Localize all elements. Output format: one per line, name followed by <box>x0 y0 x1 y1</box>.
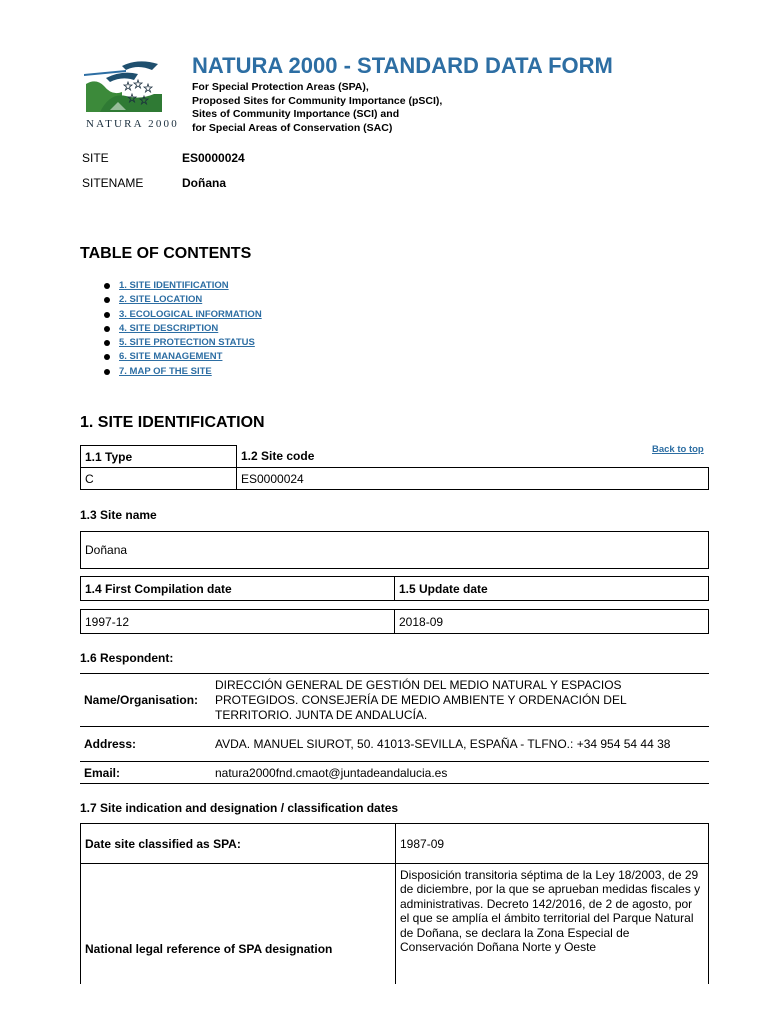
section-heading-site-identification: 1. SITE IDENTIFICATION <box>80 414 265 431</box>
type-code-table <box>80 445 709 490</box>
toc-link-site-location[interactable]: 2. SITE LOCATION <box>119 294 203 306</box>
email-value: natura2000fnd.cmaot@juntadeandalucia.es <box>211 762 709 784</box>
update-date-label: 1.5 Update date <box>395 577 709 601</box>
type-label: 1.1 Type <box>81 446 237 468</box>
toc-item <box>103 365 262 379</box>
site-code-value: ES0000024 <box>237 468 709 490</box>
email-label: Email: <box>80 762 211 784</box>
spa-date-label: Date site classified as SPA: <box>81 824 396 864</box>
first-compilation-label: 1.4 First Compilation date <box>81 577 395 601</box>
spa-legal-ref-value: Disposición transitoria séptima de la Ley 18/2003, de 29 de diciembre, por la que se aprueban medidas fiscales y administrativas. Decreto 142/2016, de 2 de agosto, por el que se amplía el ámbito territorial del Parque Natural de Doñana, se declara la Zona Especial de Conservación Doñana Norte y Oeste <box>396 864 709 984</box>
dates-header-table <box>80 576 709 601</box>
sitename-row <box>82 176 226 190</box>
subtitle-line: For Special Protection Areas (SPA), <box>192 81 369 93</box>
first-compilation-value: 1997-12 <box>81 610 395 634</box>
address-value: AVDA. MANUEL SIUROT, 50. 41013-SEVILLA, ESPAÑA - TLFNO.: +34 954 54 44 38 <box>211 727 709 762</box>
back-to-top-link[interactable]: Back to top <box>652 444 704 455</box>
toc-item <box>103 308 262 322</box>
spa-legal-ref-label: National legal reference of SPA designation <box>81 864 396 984</box>
designation-heading: 1.7 Site indication and designation / classification dates <box>80 801 399 815</box>
form-subtitle <box>192 81 512 135</box>
update-date-value: 2018-09 <box>395 610 709 634</box>
toc-link-ecological-information[interactable]: 3. ECOLOGICAL INFORMATION <box>119 308 262 320</box>
toc-heading: TABLE OF CONTENTS <box>80 245 252 262</box>
org-value: DIRECCIÓN GENERAL DE GESTIÓN DEL MEDIO NATURAL Y ESPACIOS PROTEGIDOS. CONSEJERÍA DE MEDIO AMBIENTE Y ORDENACIÓN DEL TERRITORIO. JUNTA DE ANDALUCÍA. <box>211 674 709 727</box>
site-name-heading: 1.3 Site name <box>80 508 157 522</box>
page-title: NATURA 2000 - STANDARD DATA FORM <box>192 53 613 78</box>
table-of-contents <box>103 279 262 379</box>
spa-date-value: 1987-09 <box>396 824 709 864</box>
respondent-heading: 1.6 Respondent: <box>80 651 174 665</box>
sitename-value: Doñana <box>182 176 227 190</box>
toc-item <box>103 279 262 293</box>
toc-link-site-identification[interactable]: 1. SITE IDENTIFICATION <box>119 280 229 291</box>
toc-link-site-management[interactable]: 6. SITE MANAGEMENT <box>119 351 223 363</box>
subtitle-line: Proposed Sites for Community Importance (pSCI), <box>192 94 443 107</box>
site-code: ES0000024 <box>182 151 245 165</box>
subtitle-line: Sites of Community Importance (SCI) and <box>192 108 400 120</box>
toc-item <box>103 293 262 307</box>
type-value: C <box>81 468 237 490</box>
address-label: Address: <box>80 727 211 762</box>
toc-item <box>103 350 262 364</box>
designation-table <box>80 823 709 984</box>
logo-wordmark: NATURA 2000 <box>86 118 179 130</box>
respondent-table <box>80 673 709 784</box>
dates-value-table <box>80 609 709 634</box>
sitename-label: SITENAME <box>82 176 144 190</box>
toc-link-map-of-site[interactable]: 7. MAP OF THE SITE <box>119 365 212 377</box>
subtitle-line: for Special Areas of Conservation (SAC) <box>192 121 393 134</box>
toc-link-site-description[interactable]: 4. SITE DESCRIPTION <box>119 322 219 334</box>
toc-link-site-protection-status[interactable]: 5. SITE PROTECTION STATUS <box>119 337 255 349</box>
toc-item <box>103 322 262 336</box>
site-label: SITE <box>82 151 109 165</box>
org-label: Name/Organisation: <box>80 674 211 727</box>
site-name-table <box>80 531 709 569</box>
site-name-value: Doñana <box>81 532 709 569</box>
site-row <box>82 151 245 165</box>
toc-item <box>103 336 262 350</box>
site-code-label: 1.2 Site code <box>237 446 709 468</box>
